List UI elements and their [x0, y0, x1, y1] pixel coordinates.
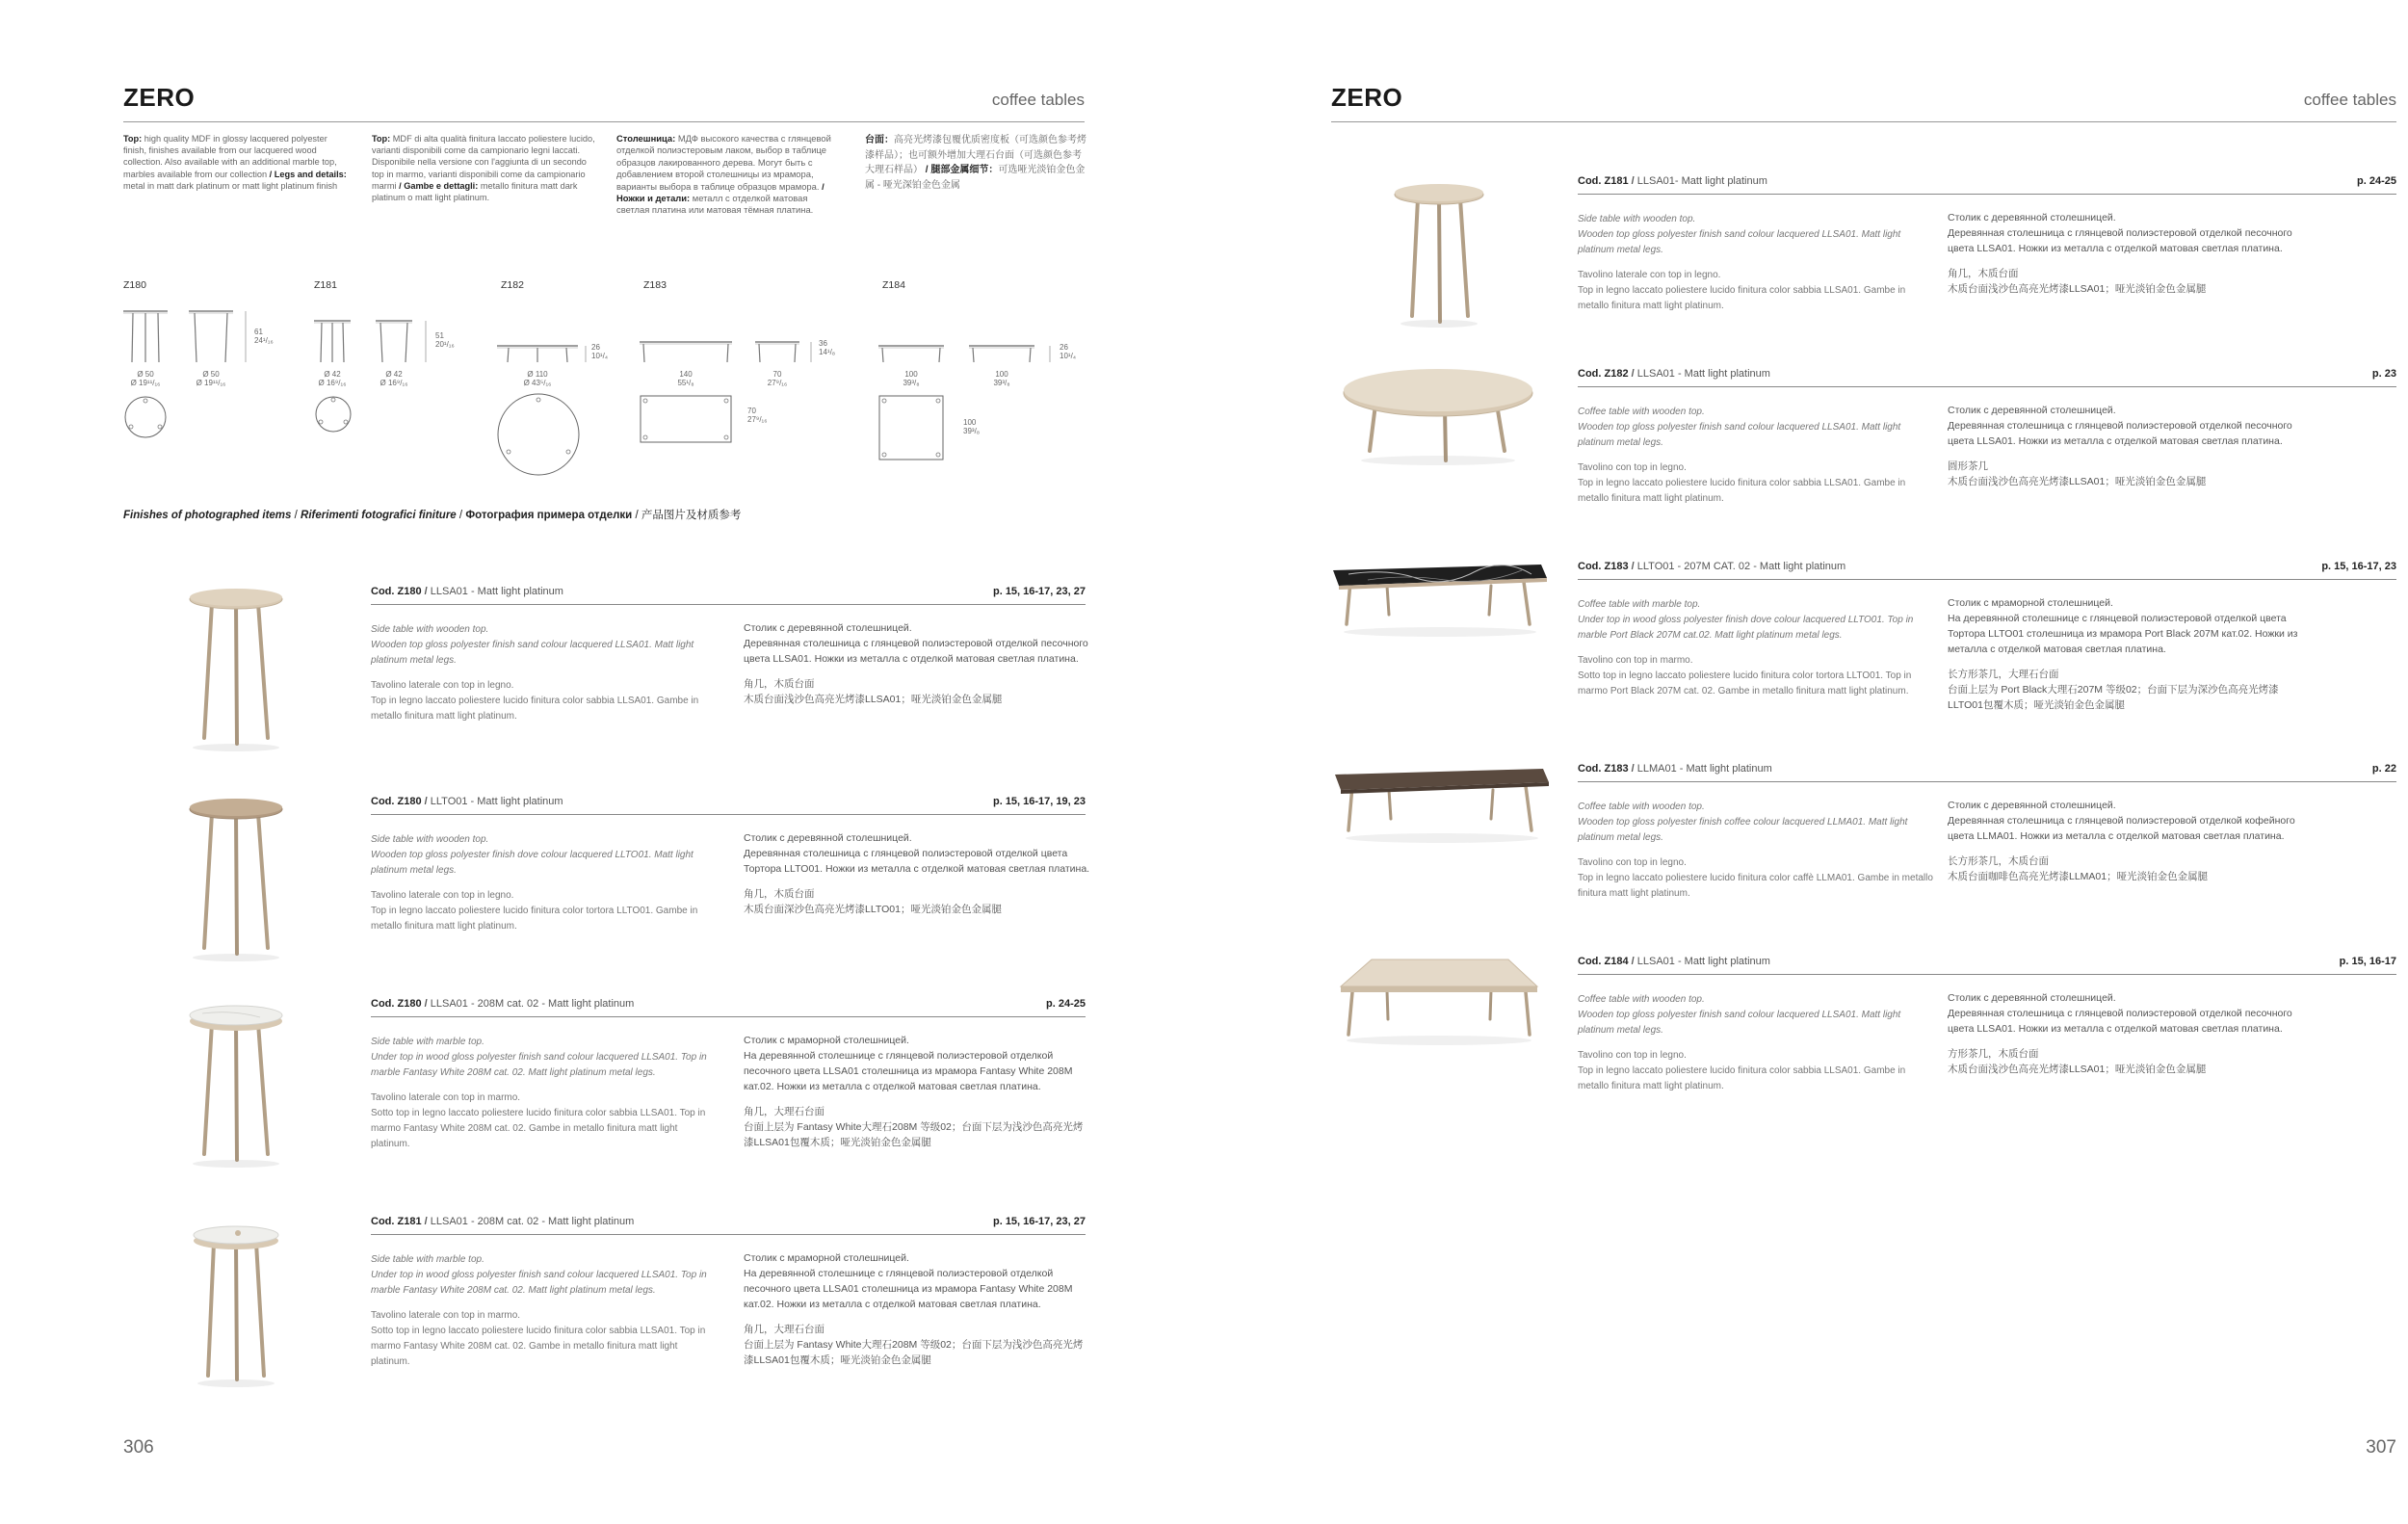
z182-top-view — [495, 391, 582, 478]
z181-side-view-2 — [376, 318, 412, 366]
product-desc-ru-zh: Столик с мраморной столешницей. На деревянной столешнице с глянцевой полиэстеровой отделкой песочного цвета LLSA01 столешница из мрамора Fantasy White 208M кат.02. Ножки из металла с отделкой матовая светлая платина. 角几，大理石台面 台面上层为 Fantasy White大理石208M 等级02；台面下层为浅沙色高亮光烤漆LLSA01包覆木质；哑光淡铂金色金属腿 — [744, 1252, 1084, 1366]
page-number: 306 — [123, 1437, 154, 1458]
product-desc-en-it: Coffee table with marble top. Under top in wood gloss polyester finish dove colour lacquered LLTO01. Top in marble Port Black 207M cat.02. Matt light platinum metal legs. Tavolino con top in marmo. Sotto top in legno laccato poliestere lucido finitura color tortora LLTO01. Top in marmo Port Black 207M cat. 02. Gambe in metallo finitura matt light platinum. — [1578, 599, 1914, 696]
intro-russian: Столешница: МДФ высокого качества с глянцевой отделкой полиэстеровым лаком, выбор в таблице образцов лакированного дерева. Могут быть с добавлением второй столешницы из мрамора, варианты выбора в таблице образцов мрамора. / Ножки и детали: металл с отделкой матовая светлая платина или матовая тёмная платина. — [616, 133, 831, 216]
product-desc-en-it: Side table with marble top. Under top in wood gloss polyester finish sand colour lacquered LLSA01. Top in marble Fantasy White 208M cat. 02. Matt light platinum metal legs. Tavolino laterale con top in marmo. Sotto top in legno laccato poliestere lucido finitura color sabbia LLSA01. Top in marmo Fantasy White 208M cat. 02. Gambe in metallo finitura matt light platinum. — [371, 1254, 707, 1367]
z180-side-view-1 — [123, 308, 168, 366]
z184-side-view-2 — [969, 343, 1034, 366]
right-page — [1204, 0, 2408, 1524]
product-desc-ru-zh: Столик с деревянной столешницей. Деревянная столешница с глянцевой полиэстеровой отделкой песочного цвета LLSA01. Ножки из металла с отделкой матовая светлая платина. 角几，木质台面 木质台面浅沙色高亮光烤漆LLSA01；哑光淡铂金色金属腿 — [1948, 212, 2292, 295]
intro-chinese: 台面：高亮光烤漆包覆优质密度板（可选颜色参考烤漆样品）；也可额外增加大理石台面（可选颜色参考大理石样品） / 腿部金属细节：可选哑光淡铂金色金属 - 哑光深铂金色金属 — [865, 135, 1086, 191]
z183-height-dim: 36 14¹/₈ — [819, 339, 836, 356]
product-desc-ru-zh: Столик с деревянной столешницей. Деревянная столешница с глянцевой полиэстеровой отделкой кофейного цвета LLMA01. Ножки из металла с отделкой матовая светлая платина. 长方形茶几，木质台面 木质台面咖啡色高亮光烤漆LLMA01；哑光淡铂金色金属腿 — [1948, 800, 2295, 882]
header-rule — [1331, 121, 2396, 122]
brand-title: ZERO — [1331, 83, 1403, 112]
product-header: Cod. Z184 / LLSA01 - Matt light platinum p. 15, 16-17 — [1578, 956, 2396, 975]
header-rule — [123, 121, 1085, 122]
z183-top-depth-dim: 70 27⁹/₁₆ — [747, 407, 768, 424]
product-desc-en-it: Coffee table with wooden top. Wooden top gloss polyester finish sand colour lacquered LLSA01. Matt light platinum metal legs. Tavolino con top in legno. Top in legno laccato poliestere lucido finitura color sabbia LLSA01. Gambe in metallo finitura matt light platinum. — [1578, 407, 1906, 504]
product-photo-z183-marble — [1329, 557, 1551, 644]
z182-diameter-dim: Ø 110 Ø 43⁵/₁₆ — [523, 370, 552, 387]
z180-height-dim: 61 24¹/₁₆ — [254, 328, 274, 345]
product-photo-z180-dove — [144, 775, 337, 967]
product-photo-z180-sand — [144, 565, 337, 757]
intro-italian: Top: MDF di alta qualità finitura laccato poliestere lucido, varianti disponibili come da campionario legni laccati. Disponibile nella versione con l'aggiunta di un secondo top in marmo, varianti disponibili come da campionario marmi / Gambe e dettagli: metallo finitura matt dark platinum o matt light platinum. — [372, 134, 595, 203]
z181-height-tick — [424, 318, 428, 366]
product-desc-en-it: Side table with wooden top. Wooden top gloss polyester finish sand colour lacquered LLSA01. Matt light platinum metal legs. Tavolino laterale con top in legno. Top in legno laccato poliestere lucido finitura color sabbia LLSA01. Gambe in metallo finitura matt light platinum. — [1578, 214, 1906, 311]
z182-side-view — [497, 343, 578, 366]
z183-top-view — [640, 395, 732, 443]
z183-depth-dim: 70 27⁹/₁₆ — [767, 370, 788, 387]
code-z181: Z181 — [314, 279, 337, 291]
intro-english: Top: high quality MDF in glossy lacquered polyester finish, finishes available from our lacquered wood collection. Also available with an additional marble top, marbles available from our collection / Legs and details: metal in matt dark platinum or matt light platinum finish — [123, 134, 347, 191]
product-desc-en-it: Side table with wooden top. Wooden top gloss polyester finish dove colour lacquered LLTO01. Matt light platinum metal legs. Tavolino laterale con top in legno. Top in legno laccato poliestere lucido finitura color tortora LLTO01. Gambe in metallo finitura matt light platinum. — [371, 834, 698, 932]
product-header: Cod. Z183 / LLMA01 - Matt light platinum p. 22 — [1578, 763, 2396, 782]
product-header: Cod. Z181 / LLSA01- Matt light platinum p. 24-25 — [1578, 175, 2396, 195]
product-photo-z183-wood — [1331, 761, 1553, 848]
product-header: Cod. Z183 / LLTO01 - 207M CAT. 02 - Matt light platinum p. 15, 16-17, 23 — [1578, 561, 2396, 580]
product-desc-en-it: Side table with wooden top. Wooden top gloss polyester finish sand colour lacquered LLSA01. Matt light platinum metal legs. Tavolino laterale con top in legno. Top in legno laccato poliestere lucido finitura color sabbia LLSA01. Gambe in metallo finitura matt light platinum. — [371, 624, 699, 722]
z181-height-dim: 51 20¹/₁₆ — [435, 331, 455, 349]
z184-side-view-1 — [878, 343, 944, 366]
z180-diameter-dim-2: Ø 50 Ø 19¹¹/₁₆ — [196, 370, 226, 387]
z184-depth-dim: 100 39³/₈ — [963, 418, 981, 435]
brand-title: ZERO — [123, 83, 196, 112]
product-photo-z181-marble — [144, 1200, 337, 1393]
product-photo-z180-marble — [144, 981, 337, 1173]
product-desc-ru-zh: Столик с мраморной столешницей. На деревянной столешнице с глянцевой полиэстеровой отделкой цвета Тортора LLTO01 столешница из мрамора Port Black 207M кат.02. Ножки из металла с отделкой матовая светлая платина. 长方形茶几，大理石台面 台面上层为 Port Black大理石207M 等级02；台面下层为深沙色高亮光烤漆LLTO01包覆木质；哑光淡铂金色金属腿 — [1948, 597, 2298, 711]
z180-diameter-dim-1: Ø 50 Ø 19¹¹/₁₆ — [130, 370, 161, 387]
product-header: Cod. Z181 / LLSA01 - 208M cat. 02 - Matt light platinum p. 15, 16-17, 23, 27 — [371, 1216, 1086, 1235]
code-z183: Z183 — [643, 279, 667, 291]
z180-top-view — [123, 395, 168, 439]
z181-side-view-1 — [314, 318, 351, 366]
product-desc-ru-zh: Столик с деревянной столешницей. Деревянная столешница с глянцевой полиэстеровой отделкой песочного цвета LLSA01. Ножки из металла с отделкой матовая светлая платина. 方形茶几，木质台面 木质台面浅沙色高亮光烤漆LLSA01；哑光淡铂金色金属腿 — [1948, 992, 2292, 1075]
z182-height-tick — [584, 343, 588, 366]
page-number: 307 — [2366, 1437, 2396, 1458]
z180-height-tick — [244, 308, 248, 366]
z180-side-view-2 — [189, 308, 233, 366]
product-header: Cod. Z180 / LLSA01 - Matt light platinum p. 15, 16-17, 23, 27 — [371, 586, 1086, 605]
code-z182: Z182 — [501, 279, 524, 291]
z183-width-dim: 140 55¹/₈ — [677, 370, 694, 387]
product-header: Cod. Z182 / LLSA01 - Matt light platinum p. 23 — [1578, 368, 2396, 387]
z183-side-view — [640, 339, 732, 366]
product-photo-z184 — [1333, 944, 1545, 1050]
category-title: coffee tables — [2303, 91, 2396, 109]
z183-height-tick — [809, 339, 813, 366]
z184-height-tick — [1048, 343, 1052, 366]
code-z180: Z180 — [123, 279, 146, 291]
category-title: coffee tables — [991, 91, 1085, 109]
product-photo-z181-wood — [1352, 170, 1526, 333]
product-desc-ru-zh: Столик с деревянной столешницей. Деревянная столешница с глянцевой полиэстеровой отделкой песочного цвета LLSA01. Ножки из металла с отделкой матовая светлая платина. 角几，木质台面 木质台面浅沙色高亮光烤漆LLSA01；哑光淡铂金色金属腿 — [744, 622, 1088, 705]
product-header: Cod. Z180 / LLTO01 - Matt light platinum p. 15, 16-17, 19, 23 — [371, 796, 1086, 815]
product-photo-z182 — [1337, 347, 1539, 472]
z182-height-dim: 26 10¹/₄ — [591, 343, 609, 360]
z184-width-dim-1: 100 39³/₈ — [903, 370, 920, 387]
z184-top-view — [878, 395, 944, 460]
z184-height-dim: 26 10¹/₄ — [1060, 343, 1077, 360]
z183-end-view — [755, 339, 799, 366]
z181-diameter-dim-2: Ø 42 Ø 16⁹/₁₆ — [380, 370, 408, 387]
z184-width-dim-2: 100 39³/₈ — [993, 370, 1010, 387]
z181-top-view — [314, 395, 353, 434]
product-desc-ru-zh: Столик с деревянной столешницей. Деревянная столешница с глянцевой полиэстеровой отделкой цвета Тортора LLTO01. Ножки из металла с отделкой матовая светлая платина. 角几，木质台面 木质台面深沙色高亮光烤漆LLTO01；哑光淡铂金色金属腿 — [744, 832, 1090, 915]
z181-diameter-dim-1: Ø 42 Ø 16⁹/₁₆ — [318, 370, 347, 387]
product-desc-en-it: Coffee table with wooden top. Wooden top gloss polyester finish sand colour lacquered LLSA01. Matt light platinum metal legs. Tavolino con top in legno. Top in legno laccato poliestere lucido finitura color sabbia LLSA01. Gambe in metallo finitura matt light platinum. — [1578, 994, 1906, 1091]
product-desc-en-it: Side table with marble top. Under top in wood gloss polyester finish sand colour lacquered LLSA01. Top in marble Fantasy White 208M cat. 02. Matt light platinum metal legs. Tavolino laterale con top in marmo. Sotto top in legno laccato poliestere lucido finitura color sabbia LLSA01. Top in marmo Fantasy White 208M cat. 02. Gambe in metallo finitura matt light platinum. — [371, 1037, 707, 1149]
product-desc-ru-zh: Столик с деревянной столешницей. Деревянная столешница с глянцевой полиэстеровой отделкой песочного цвета LLSA01. Ножки из металла с отделкой матовая светлая платина. 圆形茶几 木质台面浅沙色高亮光烤漆LLSA01；哑光淡铂金色金属腿 — [1948, 405, 2292, 487]
product-header: Cod. Z180 / LLSA01 - 208M cat. 02 - Matt light platinum p. 24-25 — [371, 998, 1086, 1017]
product-desc-en-it: Coffee table with wooden top. Wooden top gloss polyester finish coffee colour lacquered LLMA01. Matt light platinum metal legs. Tavolino con top in legno. Top in legno laccato poliestere lucido finitura color caffè LLMA01. Gambe in metallo finitura matt light platinum. — [1578, 801, 1933, 899]
product-desc-ru-zh: Столик с мраморной столешницей. На деревянной столешнице с глянцевой полиэстеровой отделкой песочного цвета LLSA01 столешница из мрамора Fantasy White 208M кат.02. Ножки из металла с отделкой матовая светлая платина. 角几，大理石台面 台面上层为 Fantasy White大理石208M 等级02；台面下层为浅沙色高亮光烤漆LLSA01包覆木质；哑光淡铂金色金属腿 — [744, 1035, 1084, 1148]
finishes-heading: Finishes of photographed items / Riferimenti fotografici finiture / Фотография примера отделки / 产品图片及材质参考 — [123, 510, 742, 521]
code-z184: Z184 — [882, 279, 905, 291]
